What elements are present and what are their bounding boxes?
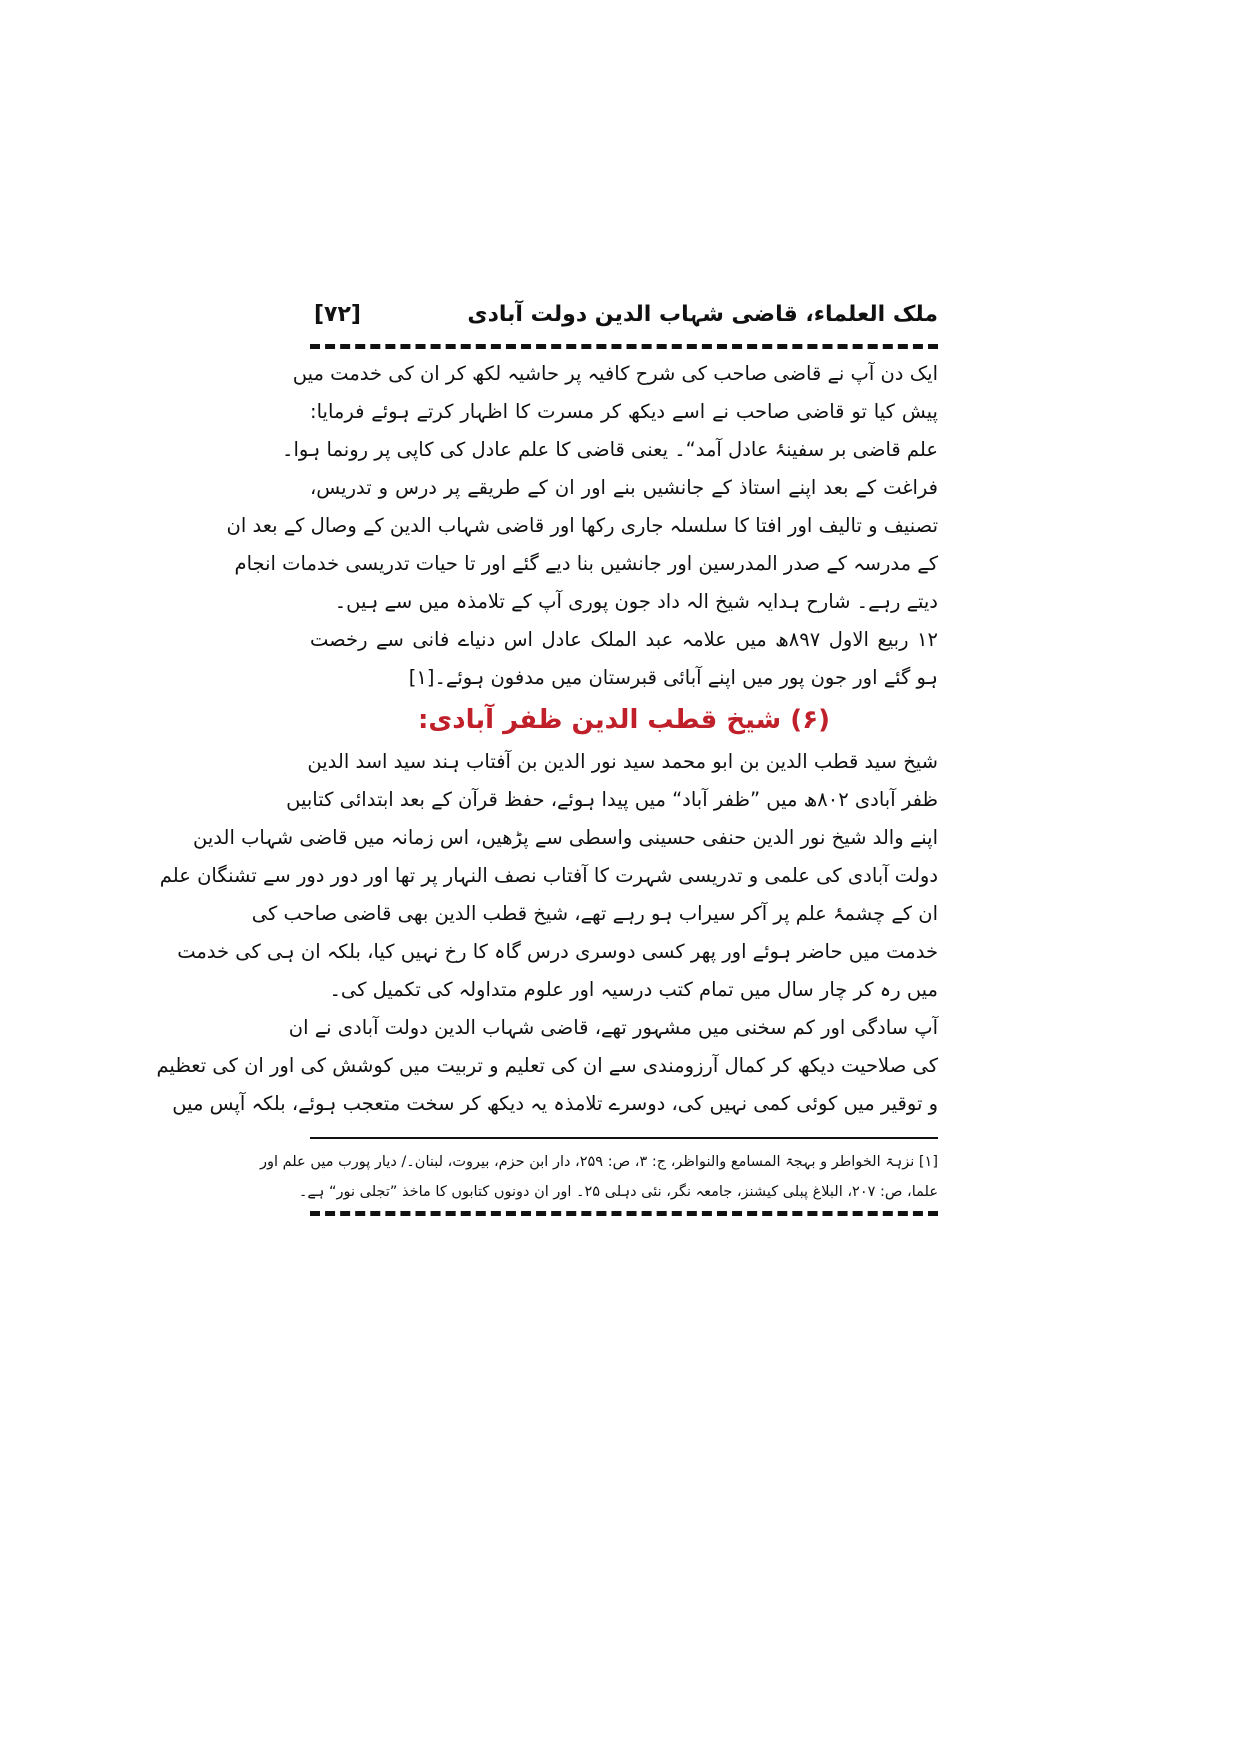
paragraph-line: خدمت میں حاضر ہوئے اور پھر کسی دوسری درس گاہ کا رخ نہیں کیا، بلکہ ان ہی کی خدمت (177, 940, 938, 963)
page-number: [۷۲] (314, 302, 361, 327)
footnote-line: [۱] نزہۃ الخواطر و بہجۃ المسامع والنواظر، ج: ۳، ص: ۲۵۹، دار ابن حزم، بیروت، لبنان۔/ دیار پورب میں علم اور (259, 1154, 938, 1170)
paragraph-line: اپنے والد شیخ نور الدین حنفی حسینی واسطی سے پڑھیں، اس زمانہ میں قاضی شہاب الدین (193, 826, 938, 849)
footnote-rule (310, 1137, 938, 1139)
paragraph-line: ان کے چشمۂ علم پر آکر سیراب ہو رہے تھے، شیخ قطب الدین بھی قاضی صاحب کی (251, 902, 938, 925)
paragraph-line: کے مدرسہ کے صدر المدرسین اور جانشیں بنا دیے گئے اور تا حیات تدریسی خدمات انجام (234, 552, 938, 575)
body-text (156, 355, 938, 1123)
paragraph-line: علم قاضی بر سفینۂ عادل آمد“۔ یعنی قاضی کا علم عادل کی کاپی پر رونما ہوا۔ (282, 438, 938, 461)
paragraph-line: تصنیف و تالیف اور افتا کا سلسلہ جاری رکھا اور قاضی شہاب الدین کے وصال کے بعد ان (226, 514, 938, 537)
paragraph-line: پیش کیا تو قاضی صاحب نے اسے دیکھ کر مسرت کا اظہار کرتے ہوئے فرمایا: (310, 400, 938, 423)
paragraph-line: و توقیر میں کوئی کمی نہیں کی، دوسرے تلامذہ یہ دیکھ کر سخت متعجب ہوئے، بلکہ آپس میں (172, 1092, 938, 1115)
footnotes (259, 1147, 938, 1207)
paragraph-line: ظفر آبادی ۸۰۲ھ میں ”ظفر آباد“ میں پیدا ہوئے، حفظ قرآن کے بعد ابتدائی کتابیں (286, 788, 938, 811)
footer-dashed-rule (310, 1211, 938, 1216)
book-page (156, 300, 938, 1216)
paragraph-line: میں رہ کر چار سال میں تمام کتب درسیہ اور علوم متداولہ کی تکمیل کی۔ (329, 978, 938, 1001)
paragraph-line: شیخ سید قطب الدین بن ابو محمد سید نور الدین بن آفتاب ہند سید اسد الدین (307, 750, 938, 773)
paragraph-line: ہو گئے اور جون پور میں اپنے آبائی قبرستان میں مدفون ہوئے۔[۱] (408, 666, 938, 689)
paragraph-line: ایک دن آپ نے قاضی صاحب کی شرح کافیہ پر حاشیہ لکھ کر ان کی خدمت میں (292, 362, 938, 385)
paragraph-line: دولت آبادی کی علمی و تدریسی شہرت کا آفتاب نصف النہار پر تھا اور دور دور سے تشنگان علم (159, 864, 938, 887)
header-dashed-rule (310, 344, 938, 349)
paragraph-line: کی صلاحیت دیکھ کر کمال آرزومندی سے ان کی تعلیم و تربیت میں کوشش کی اور ان کی تعظیم (156, 1054, 938, 1077)
paragraph-line: دیتے رہے۔ شارح ہدایہ شیخ الہ داد جون پوری آپ کے تلامذہ میں سے ہیں۔ (334, 590, 938, 613)
paragraph-line: آپ سادگی اور کم سخنی میں مشہور تھے، قاضی شہاب الدین دولت آبادی نے ان (288, 1016, 938, 1039)
paragraph-line: ۱۲ ربیع الاول ۸۹۷ھ میں علامہ عبد الملک عادل اس دنیاے فانی سے رخصت (310, 628, 938, 651)
header-title: ملک العلماء، قاضی شہاب الدین دولت آبادی (467, 302, 938, 327)
running-header (310, 300, 938, 344)
paragraph-line: فراغت کے بعد اپنے استاذ کے جانشیں بنے اور ان کے طریقے پر درس و تدریس، (310, 476, 938, 499)
footnote-line: علما، ص: ۲۰۷، البلاغ پبلی کیشنز، جامعہ نگر، نئی دہلی ۲۵۔ اور ان دونوں کتابوں کا ماخذ ”تجلی نور“ ہے۔ (298, 1184, 938, 1200)
footer-dashed-rules (310, 1211, 938, 1216)
section-heading: (۶) شیخ قطب الدین ظفر آبادی: (418, 705, 830, 735)
